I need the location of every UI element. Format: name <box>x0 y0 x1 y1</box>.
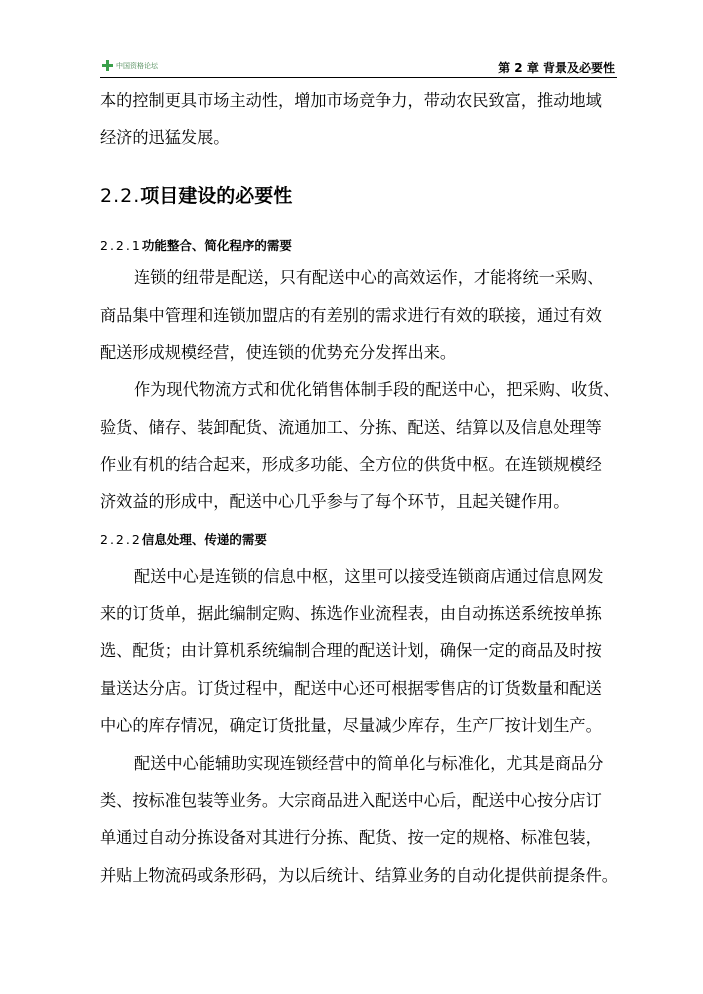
paragraph-line: 连锁的纽带是配送，只有配送中心的高效运作，才能将统一采购、 <box>134 268 604 287</box>
paragraph-line: 配送中心能辅助实现连锁经营中的简单化与标准化，尤其是商品分 <box>134 754 604 773</box>
logo <box>102 60 158 71</box>
subsection-number: 2.2.2 <box>100 532 142 547</box>
paragraph-line: 商品集中管理和连锁加盟店的有差别的需求进行有效的联接，通过有效 <box>100 306 602 325</box>
paragraph-line: 济效益的形成中，配送中心几乎参与了每个环节，且起关键作用。 <box>100 492 570 511</box>
text-line: 本的控制更具市场主动性，增加市场竞争力，带动农民致富，推动地域 <box>100 91 602 110</box>
paragraph-line: 配送中心是连锁的信息中枢，这里可以接受连锁商店通过信息网发 <box>134 567 604 586</box>
green-cross-logo-icon <box>102 60 113 71</box>
paragraph-line: 配送形成规模经营，使连锁的优势充分发挥出来。 <box>100 343 457 362</box>
section-heading <box>100 181 292 208</box>
paragraph-line: 中心的库存情况，确定订货批量，尽量减少库存，生产厂按计划生产。 <box>100 716 602 735</box>
chapter-title: 第 2 章 背景及必要性 <box>498 61 615 75</box>
page-header <box>100 56 617 78</box>
paragraph-line: 来的订货单，据此编制定购、拣选作业流程表，由自动拣送系统按单拣 <box>100 604 602 623</box>
section-number: 2.2. <box>100 185 141 207</box>
paragraph-line: 作业有机的结合起来，形成多功能、全方位的供货中枢。在连锁规模经 <box>100 455 602 474</box>
paragraph-line: 验货、储存、装卸配货、流通加工、分拣、配送、结算以及信息处理等 <box>100 418 602 437</box>
logo-text: 中国资格论坛 <box>116 61 158 70</box>
paragraph-line: 单通过自动分拣设备对其进行分拣、配货、按一定的规格、标准包装， <box>100 828 602 847</box>
subsection-title: 功能整合、简化程序的需要 <box>141 238 292 253</box>
subsection-title: 信息处理、传递的需要 <box>141 532 267 547</box>
paragraph-line: 选、配货；由计算机系统编制合理的配送计划，确保一定的商品及时按 <box>100 641 602 660</box>
paragraph-line: 作为现代物流方式和优化销售体制手段的配送中心，把采购、收货、 <box>134 380 620 399</box>
text-line: 经济的迅猛发展。 <box>100 128 230 147</box>
subsection-heading-1 <box>100 236 292 254</box>
paragraph-line: 并贴上物流码或条形码，为以后统计、结算业务的自动化提供前提条件。 <box>100 866 618 885</box>
subsection-heading-2 <box>100 530 267 548</box>
section-title: 项目建设的必要性 <box>140 185 293 207</box>
paragraph-line: 类、按标准包装等业务。大宗商品进入配送中心后，配送中心按分店订 <box>100 791 602 810</box>
header-rule <box>100 77 617 78</box>
paragraph-line: 量送达分店。订货过程中，配送中心还可根据零售店的订货数量和配送 <box>100 679 602 698</box>
subsection-number: 2.2.1 <box>100 238 142 253</box>
